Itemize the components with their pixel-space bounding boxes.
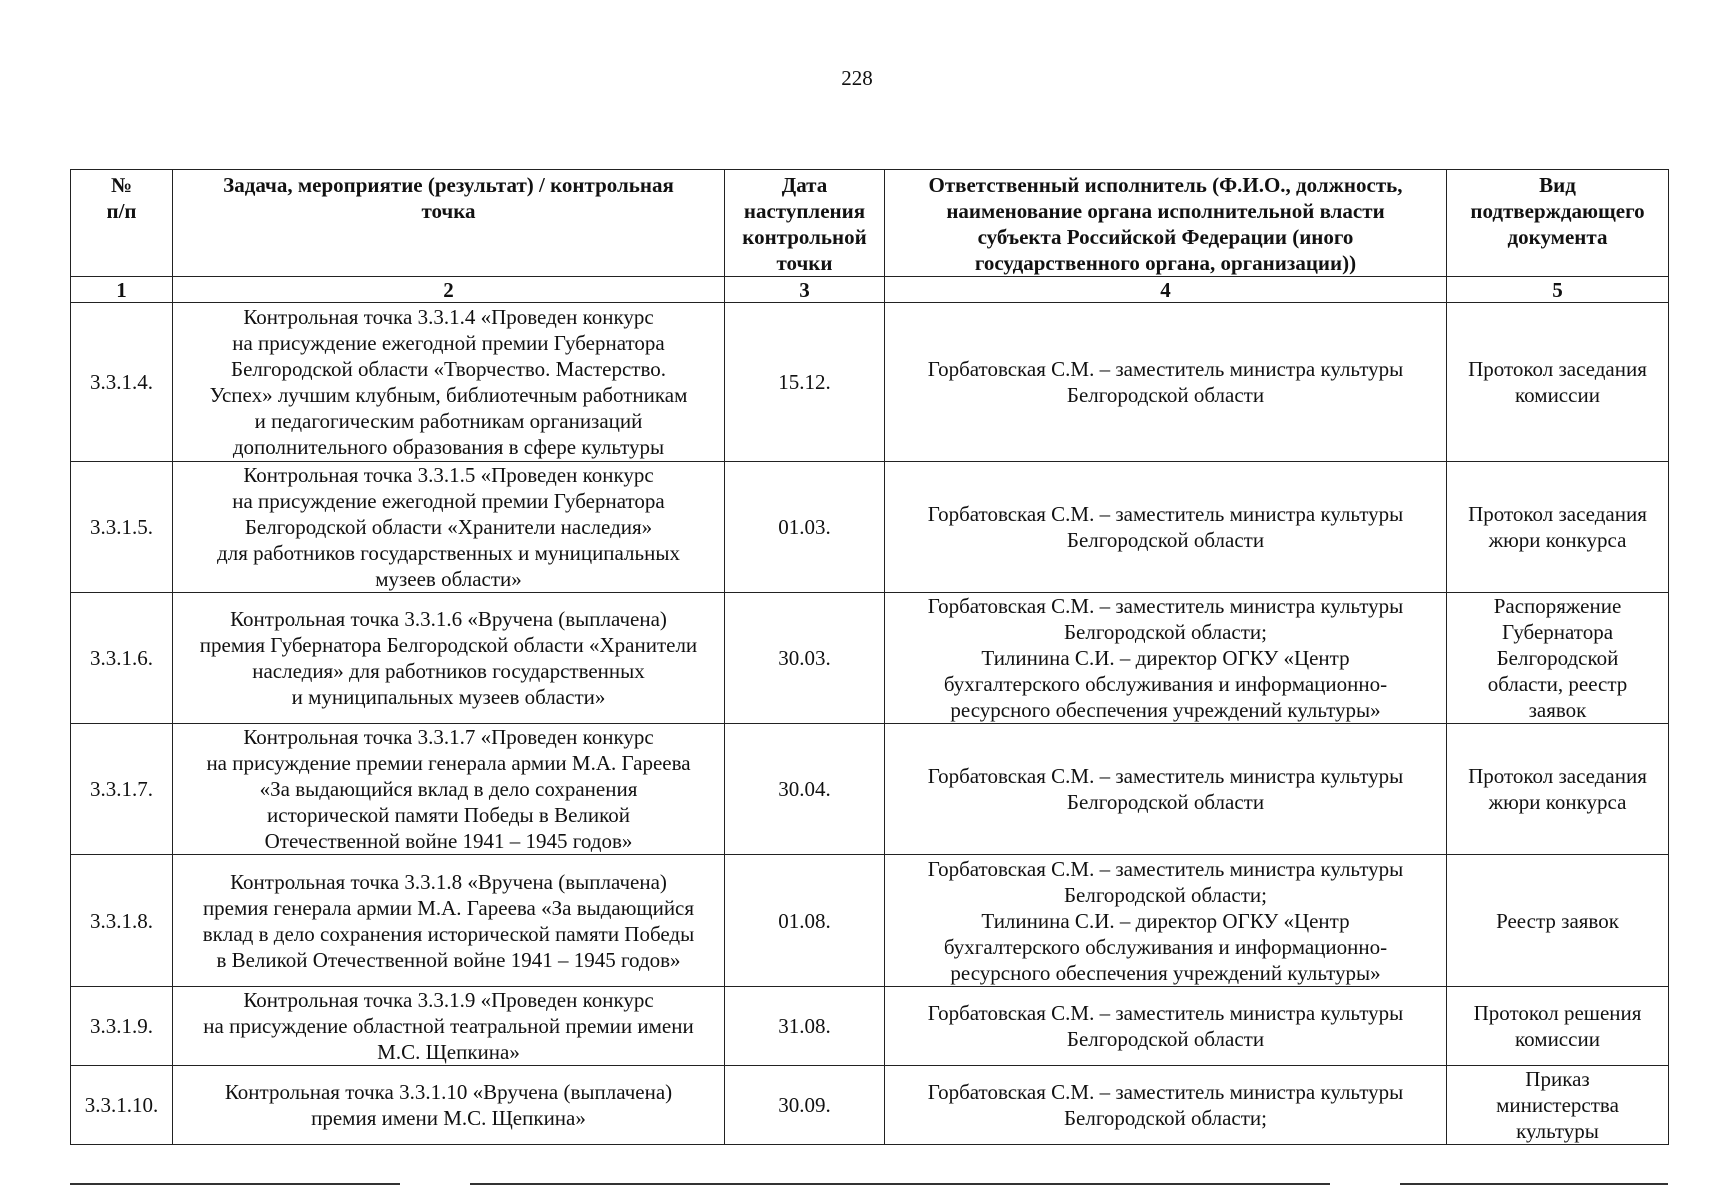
text-line: Белгородской области (1066, 790, 1265, 814)
row-executor (885, 593, 1447, 724)
text-line: Горбатовская С.М. – заместитель министра культуры (927, 357, 1404, 381)
row-task (173, 462, 725, 593)
row-number: 3.3.1.4. (71, 303, 173, 462)
text-line: Белгородской области «Хранители наследия» (244, 515, 653, 539)
row-task (173, 303, 725, 462)
text-line: Протокол заседания (1468, 764, 1647, 788)
text-line: № (110, 173, 133, 197)
text-line: музеев области» (375, 567, 522, 591)
footer-rule-middle (470, 1183, 1330, 1185)
text-line: заявок (1528, 698, 1587, 722)
text-line: Горбатовская С.М. – заместитель министра культуры (927, 594, 1404, 618)
column-number: 4 (885, 277, 1447, 303)
row-executor (885, 724, 1447, 855)
table-row (71, 1066, 1669, 1145)
row-document (1447, 462, 1669, 593)
text-line: области, реестр (1487, 672, 1628, 696)
text-line: подтверждающего (1470, 199, 1645, 223)
text-line: Протокол заседания (1468, 502, 1647, 526)
text-line: Контрольная точка 3.3.1.5 «Проведен конкурс (243, 463, 654, 487)
text-line: точка (421, 199, 476, 223)
text-line: премия Губернатора Белгородской области «Хранители (199, 633, 698, 657)
row-date: 30.09. (725, 1066, 885, 1145)
text-line: ресурсного обеспечения учреждений культуры» (950, 698, 1381, 722)
row-document (1447, 987, 1669, 1066)
table-row (71, 593, 1669, 724)
text-line: Отечественной войне 1941 – 1945 годов» (264, 829, 633, 853)
text-line: Горбатовская С.М. – заместитель министра культуры (927, 764, 1404, 788)
text-line: Контрольная точка 3.3.1.9 «Проведен конкурс (243, 988, 654, 1012)
text-line: исторической памяти Победы в Великой (267, 803, 630, 827)
header-row (71, 170, 1669, 277)
column-number: 3 (725, 277, 885, 303)
text-line: Белгородской области «Творчество. Мастерство. (231, 357, 666, 381)
table-row (71, 462, 1669, 593)
text-line: документа (1507, 225, 1608, 249)
text-line: субъекта Российской Федерации (иного (977, 225, 1354, 249)
text-line: Протокол решения (1473, 1001, 1642, 1025)
text-line: бухгалтерского обслуживания и информационно- (943, 672, 1388, 696)
row-number: 3.3.1.5. (71, 462, 173, 593)
text-line: в Великой Отечественной войне 1941 – 1945 годов» (216, 947, 681, 972)
control-points-table (70, 169, 1669, 1145)
text-line: дополнительного образования в сфере культуры (232, 435, 665, 459)
row-date: 01.08. (725, 855, 885, 987)
row-executor (885, 987, 1447, 1066)
text-line: точки (776, 251, 833, 275)
text-line: премия генерала армии М.А. Гареева «За выдающийся (202, 895, 695, 920)
text-line: Белгородской области (1066, 383, 1265, 407)
header-executor (885, 170, 1447, 277)
footer-rule-left (70, 1183, 400, 1185)
text-line: п/п (106, 199, 137, 223)
row-document (1447, 1066, 1669, 1145)
text-line: Горбатовская С.М. – заместитель министра культуры (927, 502, 1404, 526)
table-body (71, 303, 1669, 1145)
row-task (173, 724, 725, 855)
text-line: Белгородской области; (1063, 620, 1267, 644)
text-line: наследия» для работников государственных (252, 659, 645, 683)
table-row (71, 724, 1669, 855)
row-executor (885, 1066, 1447, 1145)
text-line: министерства (1496, 1093, 1619, 1117)
row-document (1447, 593, 1669, 724)
text-line: на присуждение ежегодной премии Губернатора (232, 489, 665, 513)
text-line: комиссии (1515, 1027, 1600, 1051)
text-line: Ответственный исполнитель (Ф.И.О., должность, (928, 173, 1403, 197)
text-line: Протокол заседания (1468, 357, 1647, 381)
text-line: комиссии (1515, 383, 1600, 407)
text-line: наименование органа исполнительной власти (946, 199, 1385, 223)
header-task (173, 170, 725, 277)
row-number: 3.3.1.6. (71, 593, 173, 724)
row-task (173, 1066, 725, 1145)
row-number: 3.3.1.9. (71, 987, 173, 1066)
page-number: 228 (841, 66, 873, 90)
text-line: Контрольная точка 3.3.1.7 «Проведен конкурс (243, 725, 654, 749)
text-line: премия имени М.С. Щепкина» (311, 1106, 586, 1130)
text-line: государственного органа, организации)) (974, 251, 1357, 275)
text-line: «За выдающийся вклад в дело сохранения (259, 777, 638, 801)
column-number: 2 (173, 277, 725, 303)
text-line: Белгородской области (1066, 1027, 1265, 1051)
column-number: 1 (71, 277, 173, 303)
text-line: Контрольная точка 3.3.1.10 «Вручена (выплачена) (224, 1080, 673, 1104)
table-row (71, 303, 1669, 462)
text-line: Тилинина С.И. – директор ОГКУ «Центр (981, 646, 1350, 670)
text-line: и педагогическим работникам организаций (254, 409, 643, 433)
text-line: М.С. Щепкина» (377, 1040, 520, 1064)
text-line: вклад в дело сохранения исторической памяти Победы (202, 921, 695, 946)
row-task (173, 855, 725, 987)
row-document (1447, 855, 1669, 987)
row-task (173, 593, 725, 724)
text-line: бухгалтерского обслуживания и информационно- (943, 934, 1388, 959)
text-line: Белгородской (1496, 646, 1619, 670)
text-line: Дата (781, 173, 828, 197)
footer-rule-right (1400, 1183, 1668, 1185)
text-line: контрольной (742, 225, 867, 249)
row-executor (885, 855, 1447, 987)
row-executor (885, 303, 1447, 462)
text-line: Горбатовская С.М. – заместитель министра культуры (927, 856, 1404, 881)
row-document (1447, 303, 1669, 462)
text-line: Контрольная точка 3.3.1.8 «Вручена (выплачена) (230, 869, 667, 894)
table-row (71, 855, 1669, 987)
text-line: на присуждение ежегодной премии Губернатора (232, 331, 665, 355)
row-date: 15.12. (725, 303, 885, 462)
row-task (173, 987, 725, 1066)
text-line: Приказ (1525, 1067, 1590, 1091)
text-line: ресурсного обеспечения учреждений культуры» (950, 960, 1381, 985)
row-date: 31.08. (725, 987, 885, 1066)
text-line: Белгородской области (1066, 528, 1265, 552)
table-row (71, 987, 1669, 1066)
text-line: на присуждение областной театральной премии имени (203, 1014, 694, 1038)
text-line: и муниципальных музеев области» (291, 685, 606, 709)
text-line: Распоряжение (1493, 594, 1622, 618)
text-line: жюри конкурса (1488, 528, 1627, 552)
row-number: 3.3.1.7. (71, 724, 173, 855)
text-line: на присуждение премии генерала армии М.А. Гареева (206, 751, 691, 775)
text-line: Горбатовская С.М. – заместитель министра культуры (927, 1001, 1404, 1025)
text-line: наступления (743, 199, 866, 223)
row-number: 3.3.1.10. (71, 1066, 173, 1145)
column-number-row (71, 277, 1669, 303)
row-date: 30.03. (725, 593, 885, 724)
text-line: Вид (1539, 173, 1576, 197)
header-doc (1447, 170, 1669, 277)
row-number: 3.3.1.8. (71, 855, 173, 987)
text-line: для работников государственных и муниципальных (217, 541, 680, 565)
text-line: Контрольная точка 3.3.1.4 «Проведен конкурс (243, 305, 654, 329)
text-line: Задача, мероприятие (результат) / контрольная (223, 173, 674, 197)
header-num (71, 170, 173, 277)
header-date (725, 170, 885, 277)
text-line: Успех» лучшим клубным, библиотечным работникам (209, 383, 688, 407)
row-executor (885, 462, 1447, 593)
text-line: жюри конкурса (1488, 790, 1627, 814)
text-line: Горбатовская С.М. – заместитель министра культуры (927, 1080, 1404, 1104)
text-line: Контрольная точка 3.3.1.6 «Вручена (выплачена) (230, 607, 667, 631)
row-date: 01.03. (725, 462, 885, 593)
text-line: Белгородской области; (1063, 1106, 1267, 1130)
column-number: 5 (1447, 277, 1669, 303)
row-document (1447, 724, 1669, 855)
text-line: Тилинина С.И. – директор ОГКУ «Центр (981, 908, 1350, 933)
row-date: 30.04. (725, 724, 885, 855)
text-line: Губернатора (1501, 620, 1614, 644)
text-line: культуры (1516, 1119, 1599, 1143)
text-line: Белгородской области; (1063, 882, 1267, 907)
text-line: Реестр заявок (1496, 908, 1619, 933)
